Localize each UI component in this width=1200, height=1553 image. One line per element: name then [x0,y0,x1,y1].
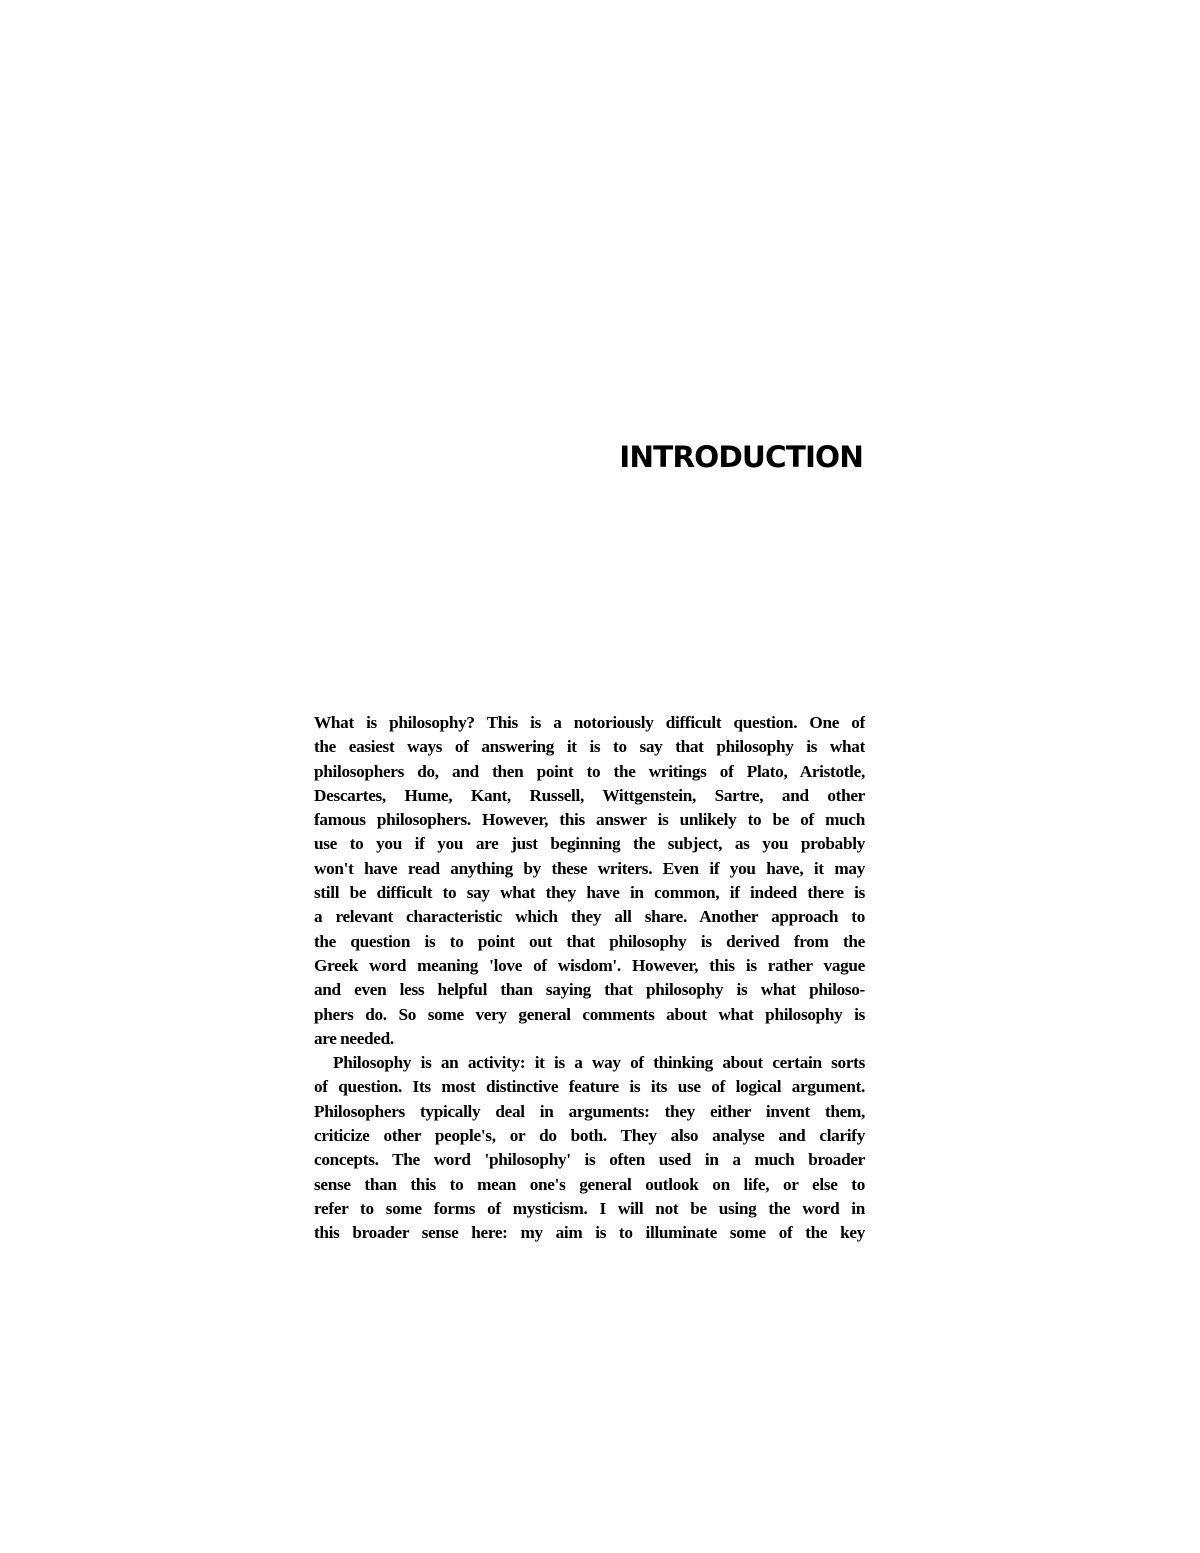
text-line: refer to some forms of mysticism. I will not be using the word in [314,1198,865,1218]
text-line: criticize other people's, or do both. They also analyse and clarify [314,1126,865,1146]
paragraph-2 [314,1051,865,1245]
chapter-title: INTRODUCTION [619,440,863,474]
text-line: Philosophers typically deal in arguments: they either invent them, [314,1101,865,1121]
text-line: still be difficult to say what they have in common, if indeed there is [314,883,865,903]
text-line: use to you if you are just beginning the subject, as you probably [314,834,865,854]
text-line: and even less helpful than saying that philosophy is what philoso- [314,980,865,1000]
text-line: Greek word meaning 'love of wisdom'. However, this is rather vague [314,955,865,975]
text-line: the easiest ways of answering it is to say that philosophy is what [314,737,865,757]
text-line: of question. Its most distinctive feature is its use of logical argument. [314,1077,865,1097]
text-line: won't have read anything by these writers. Even if you have, it may [314,858,865,878]
text-line: Descartes, Hume, Kant, Russell, Wittgenstein, Sartre, and other [314,785,865,805]
body-text [314,711,865,1246]
text-line: a relevant characteristic which they all share. Another approach to [314,907,865,927]
text-line: concepts. The word 'philosophy' is often used in a much broader [314,1150,865,1170]
text-line: phers do. So some very general comments about what philosophy is [314,1004,865,1024]
text-line: Philosophy is an activity: it is a way of thinking about certain sorts [333,1053,865,1073]
text-line: sense than this to mean one's general outlook on life, or else to [314,1174,865,1194]
paragraph-1 [314,711,865,1051]
text-line: the question is to point out that philosophy is derived from the [314,931,865,951]
text-line: this broader sense here: my aim is to illuminate some of the key [314,1223,865,1243]
text-line: are needed. [314,1028,394,1048]
text-line: What is philosophy? This is a notoriously difficult question. One of [314,713,865,732]
text-line: philosophers do, and then point to the writings of Plato, Aristotle, [314,761,865,781]
text-line: famous philosophers. However, this answer is unlikely to be of much [314,810,865,830]
